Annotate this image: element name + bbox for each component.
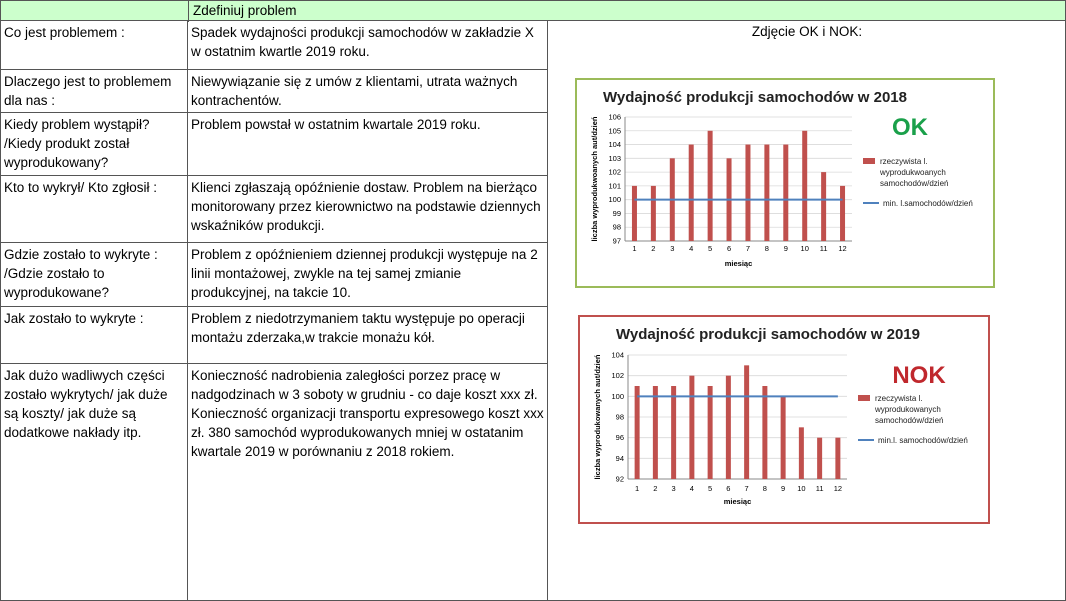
x-tick-label: 5 — [708, 244, 713, 253]
answer-cell: Problem z niedotrzymaniem taktu występuje po operacji montażu zderzaka,w trakcie monażu kół. — [191, 311, 525, 345]
answer-cell: Niewywiązanie się z umów z klientami, utrata ważnych kontrachentów. — [191, 74, 518, 108]
bar-mark — [745, 145, 750, 241]
status-badge: NOK — [892, 362, 946, 389]
legend-label-line: min. l.samochodów/dzień — [883, 199, 973, 208]
y-tick-label: 103 — [608, 153, 621, 163]
x-tick-label: 7 — [744, 484, 749, 493]
chart-svg — [575, 78, 995, 288]
photo-panel-title: Zdjęcie OK i NOK: — [751, 24, 863, 39]
y-tick-label: 105 — [608, 126, 621, 136]
x-tick-label: 8 — [762, 484, 767, 493]
bar-mark — [799, 427, 804, 479]
y-axis-label: liczba wyprodukowanych aut/dzień — [593, 354, 602, 480]
y-tick-label: 98 — [615, 412, 624, 422]
y-tick-label: 100 — [611, 391, 624, 401]
answer-cell: Konieczność nadrobienia zaległości porzez pracę w nadgodzinach w 3 soboty w grudniu - co daje koszt xxx zł. Konieczność organizacji transportu expresowego koszt xxx zł. 380 samochód wyprodukowanych mniej w ostatanim kwartale 2019 w porównaniu z 2018 rokiem. — [191, 368, 544, 459]
question-cell: Kiedy problem wystąpił? /Kiedy produkt został wyprodukowany? — [4, 117, 150, 170]
chart-2019 — [578, 315, 990, 524]
answer-cell: Klienci zgłaszają opóźnienie dostaw. Problem na bierżąco monitorowany przez kierownictwo na podstawie dziennych wskaźników produkcji. — [191, 180, 541, 233]
answer-cell: Problem powstał w ostatnim kwartale 2019 roku. — [191, 117, 481, 132]
legend-label-line: min.l. samochodów/dzień — [878, 436, 968, 445]
x-tick-label: 4 — [689, 244, 694, 253]
x-tick-label: 1 — [635, 484, 640, 493]
status-badge: OK — [892, 114, 928, 141]
chart-2018 — [575, 78, 995, 288]
x-tick-label: 9 — [781, 484, 786, 493]
x-tick-label: 11 — [815, 484, 824, 493]
bar-mark — [817, 438, 822, 479]
y-tick-label: 102 — [611, 371, 624, 381]
x-axis-label: miesiąc — [723, 497, 752, 506]
bar-mark — [651, 186, 656, 241]
legend-swatch-bar — [858, 395, 870, 401]
chart-svg — [578, 315, 990, 524]
question-cell: Co jest problemem : — [4, 25, 125, 40]
chart-title: Wydajność produkcji samochodów w 2018 — [603, 89, 907, 106]
y-tick-label: 96 — [615, 433, 624, 443]
y-tick-label: 97 — [612, 236, 621, 246]
bar-mark — [835, 438, 840, 479]
x-tick-label: 10 — [797, 484, 806, 493]
bar-mark — [802, 131, 807, 241]
x-tick-label: 10 — [800, 244, 809, 253]
question-cell: Jak dużo wadliwych części zostało wykrytych/ jak duże są koszty/ jak duże są dodatkowe nakłady itp. — [4, 368, 168, 440]
y-axis-label: liczba wyprodukwoanych aut/dzień — [590, 116, 599, 242]
bar-mark — [762, 386, 767, 479]
y-tick-label: 98 — [612, 222, 621, 232]
bar-mark — [726, 376, 731, 479]
bar-mark — [764, 145, 769, 241]
bar-mark — [671, 386, 676, 479]
bar-mark — [689, 145, 694, 241]
x-tick-label: 4 — [689, 484, 694, 493]
y-tick-label: 106 — [608, 112, 621, 122]
bar-mark — [653, 386, 658, 479]
y-tick-label: 101 — [608, 181, 621, 191]
x-tick-label: 7 — [745, 244, 751, 253]
x-tick-label: 3 — [670, 244, 675, 253]
x-tick-label: 6 — [726, 244, 732, 253]
x-tick-label: 2 — [651, 244, 656, 253]
bar-mark — [783, 145, 788, 241]
x-tick-label: 12 — [833, 484, 843, 493]
bar-mark — [635, 386, 640, 479]
question-cell: Dlaczego jest to problemem dla nas : — [4, 74, 172, 108]
x-tick-label: 8 — [764, 244, 769, 253]
bar-mark — [708, 386, 713, 479]
x-tick-label: 6 — [726, 484, 731, 493]
bar-mark — [821, 172, 826, 241]
question-cell: Kto to wykrył/ Kto zgłosił : — [4, 180, 158, 195]
x-tick-label: 9 — [783, 244, 788, 253]
legend-label-bar: rzeczywista l. wyprodukowanych samochodów/dzień — [875, 394, 944, 425]
x-tick-label: 5 — [708, 484, 713, 493]
x-tick-label: 1 — [632, 244, 637, 253]
bar-mark — [744, 365, 749, 479]
bar-mark — [781, 396, 786, 479]
y-tick-label: 100 — [608, 195, 621, 205]
x-tick-label: 2 — [653, 484, 658, 493]
header-title: Zdefiniuj problem — [188, 1, 1066, 22]
question-cell: Gdzie zostało to wykryte : /Gdzie zostało to wyprodukowane? — [4, 247, 158, 300]
y-tick-label: 99 — [612, 208, 621, 218]
x-tick-label: 12 — [838, 244, 847, 253]
bar-mark — [689, 376, 694, 479]
bar-mark — [840, 186, 845, 241]
y-tick-label: 102 — [608, 167, 621, 177]
y-tick-label: 94 — [615, 453, 624, 463]
bar-mark — [708, 131, 713, 241]
x-tick-label: 11 — [819, 244, 828, 253]
x-tick-label: 3 — [671, 484, 676, 493]
chart-title: Wydajność produkcji samochodów w 2019 — [616, 326, 920, 343]
answer-cell: Problem z opóźnieniem dziennej produkcji występuje na 2 linii montażowej, zwykle na tej samej zmianie produkcyjnej, na takcie 10. — [191, 247, 538, 300]
y-tick-label: 104 — [611, 350, 624, 360]
header-row — [0, 0, 1066, 21]
x-axis-label: miesiąc — [724, 259, 753, 268]
answer-cell: Spadek wydajności produkcji samochodów w zakładzie X w ostatnim kwartle 2019 roku. — [191, 25, 534, 59]
question-cell: Jak zostało to wykryte : — [4, 311, 144, 326]
legend-label-bar: rzeczywista l. wyprodukwoanych samochodów/dzień — [880, 157, 949, 188]
legend-swatch-bar — [863, 158, 875, 164]
y-tick-label: 104 — [608, 140, 621, 150]
bar-mark — [632, 186, 637, 241]
y-tick-label: 92 — [615, 474, 624, 484]
